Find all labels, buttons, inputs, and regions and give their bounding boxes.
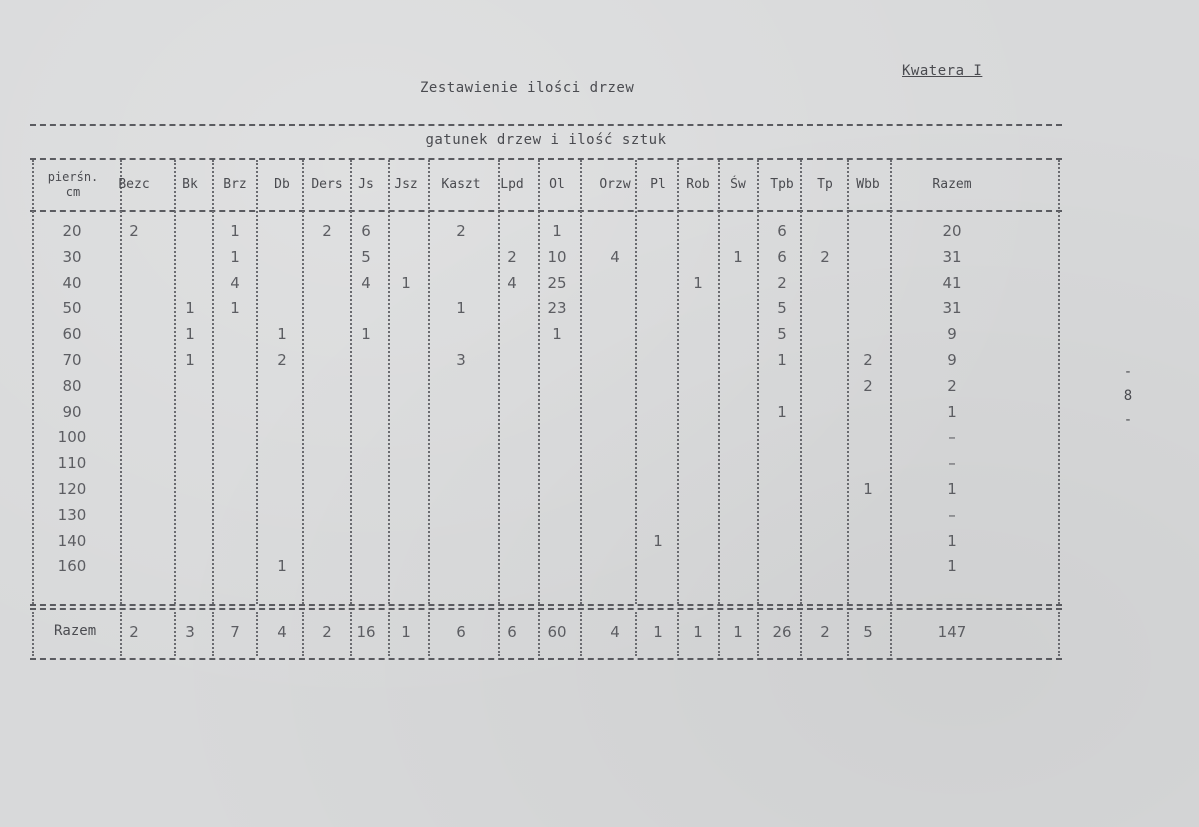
column-separator — [32, 612, 34, 656]
count-cell: 1 — [863, 480, 873, 498]
count-cell: 1 — [277, 557, 287, 576]
column-separator — [538, 160, 540, 604]
count-cell: 23 — [547, 299, 567, 318]
count-cell: 1 — [552, 222, 562, 240]
column-total-cell: 16 — [356, 623, 376, 641]
count-cell: 2 — [277, 351, 287, 369]
column-separator — [580, 160, 582, 604]
column-total-cell: 5 — [863, 623, 873, 641]
count-cell: 1 — [277, 325, 287, 344]
column-header-ol: Ol — [549, 177, 565, 192]
column-separator — [174, 160, 176, 604]
count-cell: 5 — [361, 247, 371, 266]
diameter-cell: 130 — [57, 505, 87, 524]
count-cell: 2 — [863, 351, 873, 369]
count-cell: 1 — [653, 531, 663, 550]
diameter-cell: 80 — [62, 376, 82, 395]
column-separator — [635, 612, 637, 656]
species-header: gatunek drzew i ilość sztuk — [425, 132, 667, 148]
diameter-cell: 90 — [62, 402, 82, 421]
column-separator — [757, 160, 759, 604]
column-separator — [428, 160, 430, 604]
diameter-cell: 40 — [62, 273, 82, 292]
diameter-cell: 20 — [62, 222, 82, 240]
count-cell: 1 — [552, 325, 562, 344]
count-cell: 1 — [230, 247, 240, 266]
table-rule-columns — [30, 210, 1062, 212]
column-separator — [212, 160, 214, 604]
column-total-cell: 1 — [693, 623, 703, 641]
row-total-cell: 20 — [942, 222, 962, 240]
column-separator — [302, 612, 304, 656]
column-separator — [212, 612, 214, 656]
count-cell: 6 — [777, 222, 787, 240]
column-separator — [847, 160, 849, 604]
column-total-cell: 6 — [456, 623, 466, 641]
column-total-cell: 2 — [820, 623, 830, 641]
count-cell: 5 — [777, 299, 787, 318]
column-separator — [256, 160, 258, 604]
row-total-cell: 9 — [947, 325, 957, 344]
column-separator — [256, 612, 258, 656]
count-cell: 1 — [185, 325, 195, 344]
table-rule-header — [30, 158, 1062, 160]
column-separator — [32, 160, 34, 604]
count-cell: 3 — [456, 351, 466, 369]
page-number: - 8 - — [1123, 364, 1133, 428]
column-separator — [890, 160, 892, 604]
column-header-jsz: Jsz — [394, 177, 418, 192]
row-total-cell: 41 — [942, 273, 962, 292]
count-cell: 1 — [456, 299, 466, 318]
count-cell: 1 — [733, 247, 743, 266]
count-cell: 1 — [777, 402, 787, 421]
column-total-cell: 26 — [772, 623, 792, 641]
diameter-cell: 50 — [62, 299, 82, 318]
column-total-cell: 1 — [653, 623, 663, 641]
column-total-cell: 2 — [322, 623, 332, 641]
table-rule-bottom — [30, 658, 1062, 660]
column-separator — [388, 160, 390, 604]
row-total-cell: 9 — [947, 351, 957, 369]
column-header-lpd: Lpd — [500, 177, 524, 192]
column-separator — [800, 612, 802, 656]
column-header-tpb: Tpb — [770, 177, 794, 192]
column-header-pl: Pl — [650, 177, 666, 192]
count-cell: 2 — [863, 376, 873, 395]
column-separator — [718, 612, 720, 656]
column-total-cell: 6 — [507, 623, 517, 641]
count-cell: 1 — [361, 325, 371, 344]
table-rule-totals-top — [30, 604, 1062, 606]
count-cell: 4 — [230, 273, 240, 292]
column-header-brz: Brz — [223, 177, 247, 192]
count-cell: 2 — [820, 247, 830, 266]
column-header-bezc: Bezc — [118, 177, 150, 192]
count-cell: 4 — [507, 273, 517, 292]
row-total-cell: – — [948, 454, 956, 473]
column-separator — [677, 160, 679, 604]
diameter-cell: 110 — [57, 454, 87, 473]
column-header-św: Św — [730, 177, 746, 192]
diameter-cell: 70 — [62, 351, 82, 369]
row-total-cell: 31 — [942, 299, 962, 318]
column-separator — [538, 612, 540, 656]
count-cell: 2 — [777, 273, 787, 292]
column-separator — [757, 612, 759, 656]
column-total-cell: 1 — [733, 623, 743, 641]
column-separator — [677, 612, 679, 656]
column-header-js: Js — [358, 177, 374, 192]
column-total-cell: 2 — [129, 623, 139, 641]
count-cell: 4 — [361, 273, 371, 292]
row-total-cell: 1 — [947, 531, 957, 550]
column-header-db: Db — [274, 177, 290, 192]
count-cell: 4 — [610, 247, 620, 266]
count-cell: 6 — [361, 222, 371, 240]
row-total-cell: – — [948, 505, 956, 524]
column-separator — [428, 612, 430, 656]
diameter-header: pierśn. cm — [47, 170, 99, 199]
column-separator — [302, 160, 304, 604]
count-cell: 1 — [230, 222, 240, 240]
diameter-cell: 100 — [57, 428, 87, 447]
diameter-cell: 60 — [62, 325, 82, 344]
column-header-wbb: Wbb — [856, 177, 880, 192]
column-total-cell: 3 — [185, 623, 195, 641]
column-separator — [635, 160, 637, 604]
count-cell: 2 — [322, 222, 332, 240]
count-cell: 2 — [456, 222, 466, 240]
table-rule-top — [30, 124, 1062, 126]
count-cell: 5 — [777, 325, 787, 344]
column-separator — [890, 612, 892, 656]
row-total-cell: – — [948, 428, 956, 447]
column-total-cell: 60 — [547, 623, 567, 641]
count-cell: 25 — [547, 273, 567, 292]
count-cell: 2 — [507, 247, 517, 266]
diameter-cell: 140 — [57, 531, 87, 550]
column-total-cell: 1 — [401, 623, 411, 641]
column-separator — [800, 160, 802, 604]
row-total-cell: 1 — [947, 557, 957, 576]
column-header-rob: Rob — [686, 177, 710, 192]
column-total-cell: 4 — [277, 623, 287, 641]
row-total-cell: 1 — [947, 480, 957, 498]
column-separator — [1058, 160, 1060, 604]
column-separator — [388, 612, 390, 656]
count-cell: 1 — [185, 351, 195, 369]
table-rule-totals-top-2 — [30, 608, 1062, 610]
count-cell: 1 — [693, 273, 703, 292]
row-total-cell: 2 — [947, 376, 957, 395]
column-total-cell: 4 — [610, 623, 620, 641]
row-total-cell: 31 — [942, 247, 962, 266]
diameter-cell: 120 — [57, 480, 87, 498]
column-header-razem: Razem — [932, 177, 972, 192]
count-cell: 10 — [547, 247, 567, 266]
diameter-cell: 160 — [57, 557, 87, 576]
tree-count-table — [30, 124, 1065, 664]
row-total-cell: 1 — [947, 402, 957, 421]
count-cell: 1 — [185, 299, 195, 318]
column-header-kaszt: Kaszt — [441, 177, 481, 192]
count-cell: 1 — [401, 273, 411, 292]
column-separator — [847, 612, 849, 656]
count-cell: 6 — [777, 247, 787, 266]
column-header-tp: Tp — [817, 177, 833, 192]
section-label: Kwatera I — [902, 63, 983, 79]
column-total-cell: 7 — [230, 623, 240, 641]
totals-label: Razem — [54, 623, 97, 639]
column-separator — [718, 160, 720, 604]
count-cell: 1 — [230, 299, 240, 318]
page-title: Zestawienie ilości drzew — [420, 80, 635, 96]
diameter-cell: 30 — [62, 247, 82, 266]
count-cell: 2 — [129, 222, 139, 240]
column-header-bk: Bk — [182, 177, 198, 192]
count-cell: 1 — [777, 351, 787, 369]
column-separator — [1058, 612, 1060, 656]
column-separator — [580, 612, 582, 656]
column-separator — [498, 160, 500, 604]
grand-total-cell: 147 — [937, 623, 967, 641]
column-header-orzw: Orzw — [599, 177, 631, 192]
column-header-ders: Ders — [311, 177, 343, 192]
